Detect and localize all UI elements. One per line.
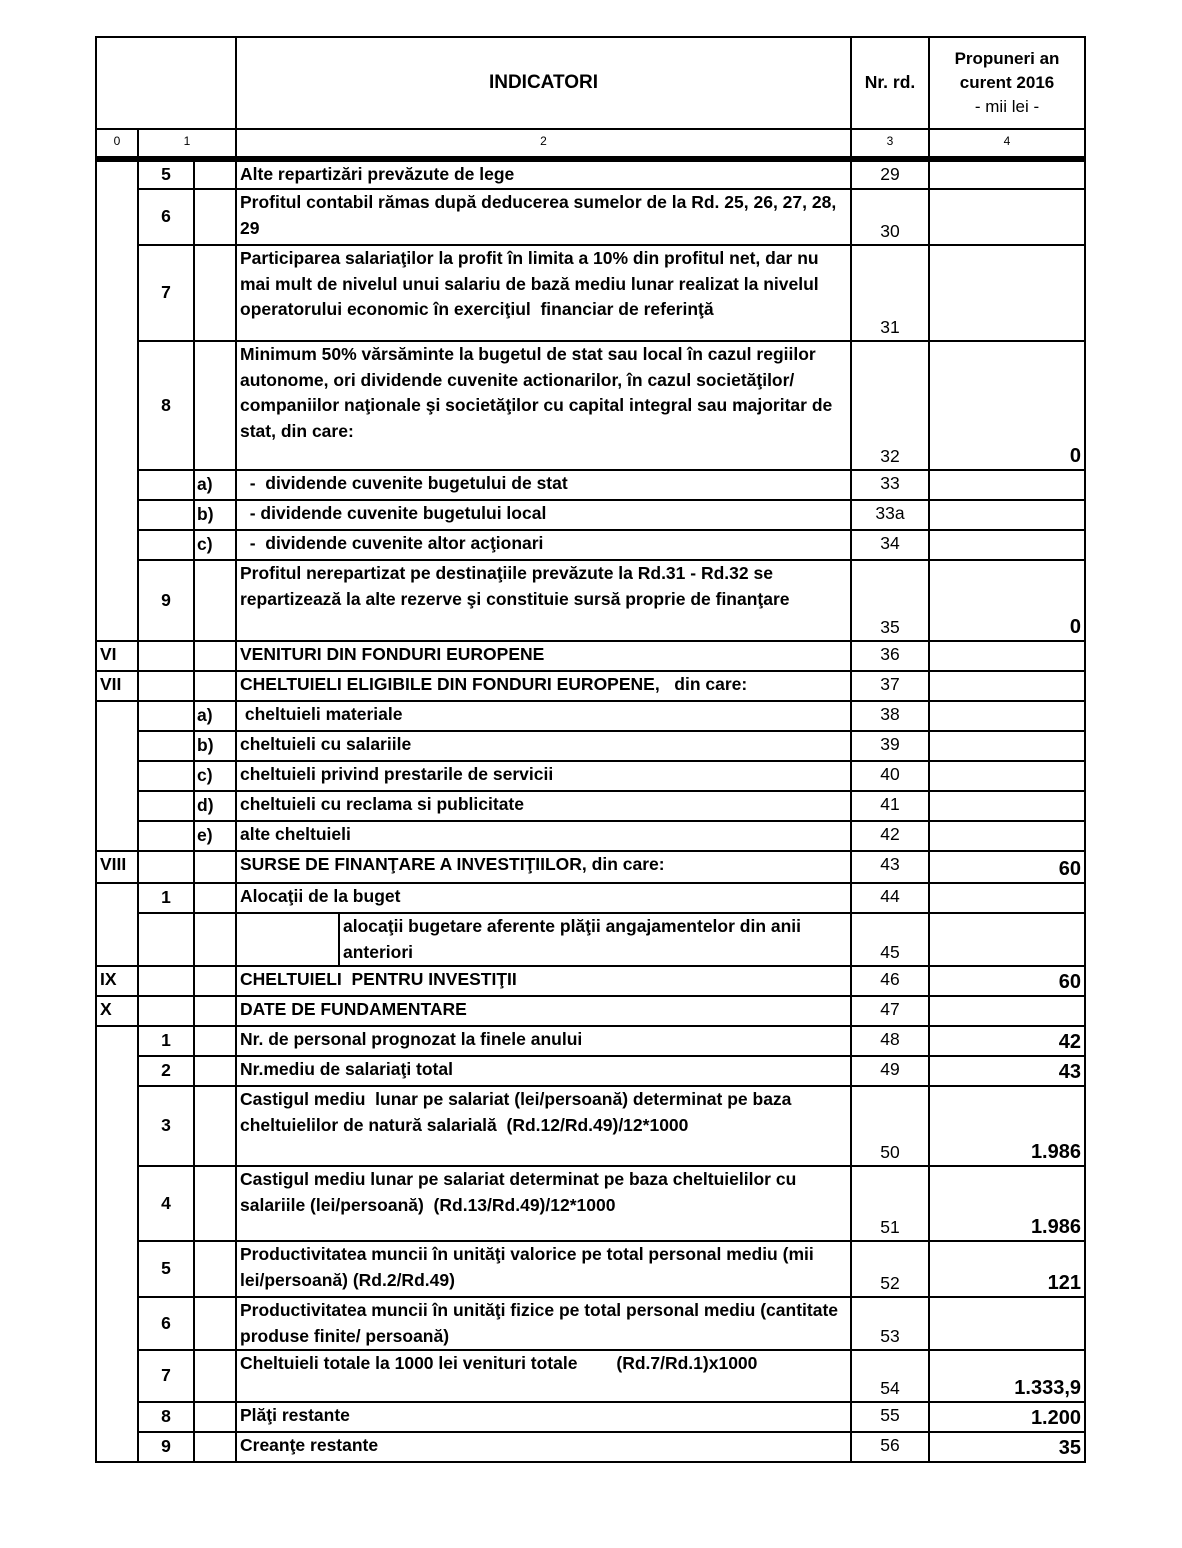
budget-table-sheet xyxy=(95,36,1086,1463)
value-cell xyxy=(929,701,1085,731)
nr-rd-cell: 31 xyxy=(851,245,929,341)
nr-rd-cell: 54 xyxy=(851,1350,929,1402)
indicator-text-cell xyxy=(236,913,851,966)
value-cell xyxy=(929,671,1085,701)
indicator-text-cell: cheltuieli cu reclama si publicitate xyxy=(236,791,851,821)
value-cell xyxy=(929,470,1085,500)
nr-rd-cell: 39 xyxy=(851,731,929,761)
indicator-text-cell: Creanţe restante xyxy=(236,1432,851,1462)
table-row xyxy=(96,1350,1085,1402)
sub-letter-cell xyxy=(194,671,236,701)
nr-rd-cell: 40 xyxy=(851,761,929,791)
nr-rd-cell: 52 xyxy=(851,1241,929,1297)
table-row xyxy=(96,1086,1085,1166)
indicator-text-cell: DATE DE FUNDAMENTARE xyxy=(236,996,851,1026)
roman-numeral-cell xyxy=(96,913,138,966)
table-row xyxy=(96,761,1085,791)
value-cell xyxy=(929,530,1085,560)
nr-rd-cell: 53 xyxy=(851,1297,929,1350)
value-cell: 1.333,9 xyxy=(929,1350,1085,1402)
value-cell xyxy=(929,641,1085,671)
value-cell xyxy=(929,821,1085,851)
indicator-text-cell: cheltuieli cu salariile xyxy=(236,731,851,761)
indicator-split-blank xyxy=(237,914,340,965)
nr-rd-cell: 46 xyxy=(851,966,929,996)
nr-rd-cell: 37 xyxy=(851,671,929,701)
roman-numeral-cell xyxy=(96,560,138,641)
indicator-text-cell: Alte repartizări prevăzute de lege xyxy=(236,159,851,189)
row-number-cell: 6 xyxy=(138,189,194,245)
table-row xyxy=(96,1026,1085,1056)
row-number-cell: 5 xyxy=(138,1241,194,1297)
table-row xyxy=(96,966,1085,996)
table-row xyxy=(96,1056,1085,1086)
roman-numeral-cell xyxy=(96,530,138,560)
sub-letter-cell xyxy=(194,1432,236,1462)
row-number-cell xyxy=(138,851,194,883)
roman-numeral-cell xyxy=(96,500,138,530)
sub-letter-cell xyxy=(194,1026,236,1056)
indicator-text-cell: Castigul mediu lunar pe salariat (lei/persoană) determinat pe baza cheltuielilor de natură salarială (Rd.12/Rd.49)/12*1000 xyxy=(236,1086,851,1166)
row-number-cell: 3 xyxy=(138,1086,194,1166)
table-row xyxy=(96,851,1085,883)
header-propuneri-line1: Propuneri an xyxy=(954,49,1060,68)
roman-numeral-cell xyxy=(96,470,138,500)
roman-numeral-cell xyxy=(96,731,138,761)
row-number-cell: 1 xyxy=(138,883,194,913)
row-number-cell: 7 xyxy=(138,245,194,341)
header-propuneri-unit: - mii lei - xyxy=(974,97,1040,116)
nr-rd-cell: 30 xyxy=(851,189,929,245)
sub-letter-cell xyxy=(194,1086,236,1166)
roman-numeral-cell xyxy=(96,1432,138,1462)
sub-letter-cell: a) xyxy=(194,701,236,731)
roman-numeral-cell: VI xyxy=(96,641,138,671)
roman-numeral-cell: IX xyxy=(96,966,138,996)
sub-letter-cell xyxy=(194,1166,236,1241)
value-cell xyxy=(929,913,1085,966)
table-row xyxy=(96,671,1085,701)
sub-letter-cell xyxy=(194,159,236,189)
table-row xyxy=(96,470,1085,500)
indicator-text: alocaţii bugetare aferente plăţii angajamentelor din anii anteriori xyxy=(343,916,802,962)
roman-numeral-cell xyxy=(96,761,138,791)
nr-rd-cell: 41 xyxy=(851,791,929,821)
nr-rd-cell: 56 xyxy=(851,1432,929,1462)
roman-numeral-cell xyxy=(96,1297,138,1350)
table-row xyxy=(96,1402,1085,1432)
column-index-4: 4 xyxy=(929,129,1085,159)
value-cell xyxy=(929,791,1085,821)
row-number-cell: 5 xyxy=(138,159,194,189)
indicator-text-cell: cheltuieli privind prestarile de servicii xyxy=(236,761,851,791)
sub-letter-cell: c) xyxy=(194,530,236,560)
value-cell xyxy=(929,500,1085,530)
column-index-row xyxy=(96,129,1085,159)
indicator-text-cell: Minimum 50% vărsăminte la bugetul de stat sau local în cazul regiilor autonome, ori dividende cuvenite actionarilor, în cazul societăţilor/ companiilor naţionale şi societăţilor cu capital integral sau majoritar de stat, din care: xyxy=(236,341,851,470)
value-cell: 42 xyxy=(929,1026,1085,1056)
table-row xyxy=(96,1432,1085,1462)
indicator-text-cell: CHELTUIELI PENTRU INVESTIŢII xyxy=(236,966,851,996)
nr-rd-cell: 51 xyxy=(851,1166,929,1241)
indicator-text-cell: Nr.mediu de salariaţi total xyxy=(236,1056,851,1086)
nr-rd-cell: 44 xyxy=(851,883,929,913)
nr-rd-cell: 55 xyxy=(851,1402,929,1432)
sub-letter-cell xyxy=(194,1056,236,1086)
sub-letter-cell xyxy=(194,996,236,1026)
nr-rd-cell: 38 xyxy=(851,701,929,731)
header-propuneri xyxy=(929,37,1085,129)
table-row xyxy=(96,159,1085,189)
nr-rd-cell: 32 xyxy=(851,341,929,470)
row-number-cell xyxy=(138,731,194,761)
indicator-text-cell: Alocaţii de la buget xyxy=(236,883,851,913)
row-number-cell xyxy=(138,996,194,1026)
sub-letter-cell: b) xyxy=(194,500,236,530)
nr-rd-cell: 42 xyxy=(851,821,929,851)
sub-letter-cell xyxy=(194,1241,236,1297)
header-row xyxy=(96,37,1085,129)
roman-numeral-cell xyxy=(96,1166,138,1241)
table-row xyxy=(96,245,1085,341)
roman-numeral-cell: X xyxy=(96,996,138,1026)
table-row xyxy=(96,913,1085,966)
nr-rd-cell: 48 xyxy=(851,1026,929,1056)
row-number-cell: 6 xyxy=(138,1297,194,1350)
table-row xyxy=(96,821,1085,851)
row-number-cell: 8 xyxy=(138,1402,194,1432)
roman-numeral-cell xyxy=(96,1086,138,1166)
roman-numeral-cell xyxy=(96,189,138,245)
row-number-cell xyxy=(138,500,194,530)
roman-numeral-cell xyxy=(96,159,138,189)
table-row xyxy=(96,560,1085,641)
value-cell xyxy=(929,996,1085,1026)
row-number-cell xyxy=(138,470,194,500)
sub-letter-cell: c) xyxy=(194,761,236,791)
table-row xyxy=(96,701,1085,731)
indicator-text-cell: CHELTUIELI ELIGIBILE DIN FONDURI EUROPENE, din care: xyxy=(236,671,851,701)
roman-numeral-cell xyxy=(96,791,138,821)
table-row xyxy=(96,1297,1085,1350)
table-row xyxy=(96,996,1085,1026)
row-number-cell: 2 xyxy=(138,1056,194,1086)
nr-rd-cell: 50 xyxy=(851,1086,929,1166)
indicator-text-cell: Cheltuieli totale la 1000 lei venituri totale (Rd.7/Rd.1)x1000 xyxy=(236,1350,851,1402)
table-row xyxy=(96,883,1085,913)
sub-letter-cell xyxy=(194,883,236,913)
sub-letter-cell xyxy=(194,245,236,341)
row-number-cell xyxy=(138,671,194,701)
value-cell: 35 xyxy=(929,1432,1085,1462)
header-blank-cell xyxy=(96,37,236,129)
value-cell: 1.986 xyxy=(929,1166,1085,1241)
roman-numeral-cell: VIII xyxy=(96,851,138,883)
roman-numeral-cell xyxy=(96,1241,138,1297)
table-row xyxy=(96,341,1085,470)
table-row xyxy=(96,530,1085,560)
roman-numeral-cell xyxy=(96,883,138,913)
value-cell: 0 xyxy=(929,341,1085,470)
nr-rd-cell: 45 xyxy=(851,913,929,966)
nr-rd-cell: 29 xyxy=(851,159,929,189)
roman-numeral-cell xyxy=(96,701,138,731)
value-cell xyxy=(929,1297,1085,1350)
value-cell: 1.986 xyxy=(929,1086,1085,1166)
sub-letter-cell: d) xyxy=(194,791,236,821)
row-number-cell xyxy=(138,530,194,560)
sub-letter-cell xyxy=(194,1402,236,1432)
sub-letter-cell xyxy=(194,1350,236,1402)
nr-rd-cell: 35 xyxy=(851,560,929,641)
row-number-cell: 8 xyxy=(138,341,194,470)
indicator-text-cell: Productivitatea muncii în unităţi fizice pe total personal mediu (cantitate produse finite/ persoană) xyxy=(236,1297,851,1350)
header-propuneri-line2: curent 2016 xyxy=(959,73,1055,92)
sub-letter-cell xyxy=(194,1297,236,1350)
indicator-text-cell: - dividende cuvenite bugetului local xyxy=(236,500,851,530)
sub-letter-cell xyxy=(194,341,236,470)
nr-rd-cell: 33a xyxy=(851,500,929,530)
table-row xyxy=(96,791,1085,821)
indicator-text-cell: Plăţi restante xyxy=(236,1402,851,1432)
column-index-2: 2 xyxy=(236,129,851,159)
nr-rd-cell: 36 xyxy=(851,641,929,671)
row-number-cell xyxy=(138,821,194,851)
sub-letter-cell xyxy=(194,641,236,671)
roman-numeral-cell: VII xyxy=(96,671,138,701)
table-row xyxy=(96,500,1085,530)
row-number-cell xyxy=(138,966,194,996)
value-cell: 43 xyxy=(929,1056,1085,1086)
value-cell xyxy=(929,245,1085,341)
value-cell: 0 xyxy=(929,560,1085,641)
indicator-text-cell: Productivitatea muncii în unităţi valorice pe total personal mediu (mii lei/persoană) (Rd.2/Rd.49) xyxy=(236,1241,851,1297)
row-number-cell: 1 xyxy=(138,1026,194,1056)
nr-rd-cell: 43 xyxy=(851,851,929,883)
row-number-cell xyxy=(138,701,194,731)
table-row xyxy=(96,189,1085,245)
indicator-text-cell: alte cheltuieli xyxy=(236,821,851,851)
row-number-cell: 4 xyxy=(138,1166,194,1241)
indicator-text-cell: Profitul nerepartizat pe destinaţiile prevăzute la Rd.31 - Rd.32 se repartizează la alte rezerve şi constituie sursă proprie de finanţare xyxy=(236,560,851,641)
indicator-split-wrap xyxy=(237,914,850,965)
roman-numeral-cell xyxy=(96,1026,138,1056)
table-row xyxy=(96,1166,1085,1241)
value-cell xyxy=(929,189,1085,245)
value-cell xyxy=(929,159,1085,189)
roman-numeral-cell xyxy=(96,821,138,851)
sub-letter-cell xyxy=(194,913,236,966)
value-cell: 1.200 xyxy=(929,1402,1085,1432)
sub-letter-cell xyxy=(194,560,236,641)
column-index-1: 1 xyxy=(138,129,236,159)
table-row xyxy=(96,731,1085,761)
roman-numeral-cell xyxy=(96,1056,138,1086)
indicator-text-cell: VENITURI DIN FONDURI EUROPENE xyxy=(236,641,851,671)
nr-rd-cell: 49 xyxy=(851,1056,929,1086)
indicator-text-cell: SURSE DE FINANŢARE A INVESTIŢIILOR, din care: xyxy=(236,851,851,883)
value-cell xyxy=(929,883,1085,913)
row-number-cell xyxy=(138,641,194,671)
indicator-text-cell: Nr. de personal prognozat la finele anului xyxy=(236,1026,851,1056)
sub-letter-cell: e) xyxy=(194,821,236,851)
value-cell: 60 xyxy=(929,966,1085,996)
row-number-cell xyxy=(138,913,194,966)
nr-rd-cell: 47 xyxy=(851,996,929,1026)
row-number-cell: 9 xyxy=(138,560,194,641)
column-index-0: 0 xyxy=(96,129,138,159)
indicator-text-cell: - dividende cuvenite bugetului de stat xyxy=(236,470,851,500)
value-cell xyxy=(929,761,1085,791)
header-indicatori: INDICATORI xyxy=(236,37,851,129)
indicator-text-cell: cheltuieli materiale xyxy=(236,701,851,731)
roman-numeral-cell xyxy=(96,1402,138,1432)
indicators-table xyxy=(95,36,1086,1463)
indicator-text-cell: Castigul mediu lunar pe salariat determinat pe baza cheltuielilor cu salariile (lei/persoană) (Rd.13/Rd.49)/12*1000 xyxy=(236,1166,851,1241)
row-number-cell xyxy=(138,791,194,821)
roman-numeral-cell xyxy=(96,1350,138,1402)
value-cell xyxy=(929,731,1085,761)
indicator-text-cell: Participarea salariaţilor la profit în limita a 10% din profitul net, dar nu mai mult de nivelul unui salariu de bază mediu lunar realizat la nivelul operatorului economic în exerciţiul financiar de referinţă xyxy=(236,245,851,341)
indicator-text-cell: - dividende cuvenite altor acţionari xyxy=(236,530,851,560)
nr-rd-cell: 34 xyxy=(851,530,929,560)
sub-letter-cell xyxy=(194,189,236,245)
nr-rd-cell: 33 xyxy=(851,470,929,500)
sub-letter-cell: b) xyxy=(194,731,236,761)
column-index-3: 3 xyxy=(851,129,929,159)
indicator-text-cell: Profitul contabil rămas după deducerea sumelor de la Rd. 25, 26, 27, 28, 29 xyxy=(236,189,851,245)
value-cell: 60 xyxy=(929,851,1085,883)
table-row xyxy=(96,1241,1085,1297)
sub-letter-cell xyxy=(194,966,236,996)
row-number-cell xyxy=(138,761,194,791)
roman-numeral-cell xyxy=(96,341,138,470)
value-cell: 121 xyxy=(929,1241,1085,1297)
sub-letter-cell xyxy=(194,851,236,883)
row-number-cell: 9 xyxy=(138,1432,194,1462)
table-row xyxy=(96,641,1085,671)
header-nr-rd: Nr. rd. xyxy=(851,37,929,129)
row-number-cell: 7 xyxy=(138,1350,194,1402)
sub-letter-cell: a) xyxy=(194,470,236,500)
roman-numeral-cell xyxy=(96,245,138,341)
